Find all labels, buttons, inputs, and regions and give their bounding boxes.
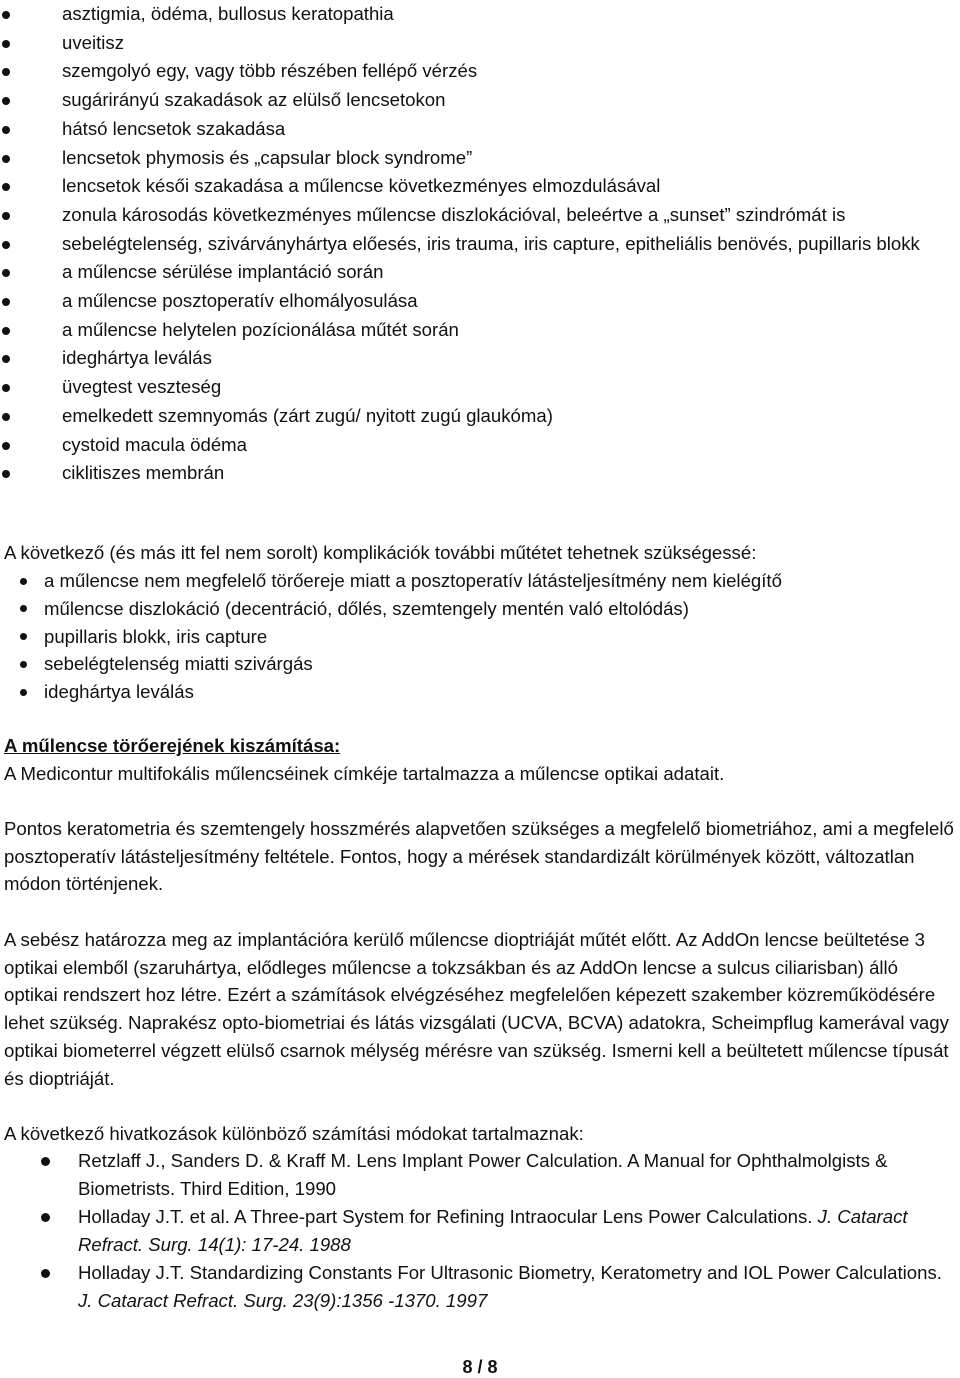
list-item: a műlencse nem megfelelő törőereje miatt a posztoperatív látásteljesítmény nem kielégítő (0, 567, 960, 595)
further-surgery-intro: A következő (és más itt fel nem sorolt) komplikációk további műtétet tehetnek szükségessé: (4, 542, 757, 563)
list-item: emelkedett szemnyomás (zárt zugú/ nyitott zugú glaukóma) (0, 402, 960, 431)
paragraph: A sebész határozza meg az implantációra kerülő műlencse dioptriáját műtét előtt. Az AddOn lencse beültetése 3 optikai elemből (szaruhártya, elődleges műlencse a tokzsákban és az AddOn lencse a sulcus ciliarisban) álló optikai rendszert hoz létre. Ezért a számítások elvégzéséhez megfelelően képezett szakember közreműködésére lehet szükség. Naprakész opto-biometriai és látás vizsgálati (UCVA, BCVA) adatokra, Scheimpflug kamerával vagy optikai biometerrel végzett elülső csarnok mélység mérésre van szükség. Ismerni kell a beültetett műlencse típusát és dioptriáját. (4, 929, 949, 1089)
list-item: üvegtest veszteség (0, 373, 960, 402)
list-item: pupillaris blokk, iris capture (0, 623, 960, 651)
list-item: szemgolyó egy, vagy több részében fellépő vérzés (0, 57, 960, 86)
list-item: ciklitiszes membrán (0, 459, 960, 488)
reference-item (0, 1259, 960, 1315)
paragraph: A Medicontur multifokális műlencséinek címkéje tartalmazza a műlencse optikai adatait. (4, 763, 725, 784)
reference-item (0, 1203, 960, 1259)
reference-text: Holladay J.T. Standardizing Constants For Ultrasonic Biometry, Keratometry and IOL Power Calculations. (78, 1262, 942, 1283)
list-item: uveitisz (0, 29, 960, 58)
reference-text: Retzlaff J., Sanders D. & Kraff M. Lens Implant Power Calculation. A Manual for Ophthalmolgists & Biometrists. Third Edition, 1990 (78, 1150, 888, 1199)
list-item: sebelégtelenség miatti szivárgás (0, 650, 960, 678)
list-item: ideghártya leválás (0, 678, 960, 706)
list-item: a műlencse posztoperatív elhomályosulása (0, 287, 960, 316)
list-item: zonula károsodás következményes műlencse diszlokációval, beleértve a „sunset” szindrómát is (0, 201, 960, 230)
reference-journal: J. Cataract Refract. Surg. 14(1): 17-24. 1988 (78, 1206, 908, 1255)
section-heading: A műlencse törőerejének kiszámítása: (4, 735, 341, 756)
list-item: ideghártya leválás (0, 344, 960, 373)
list-item: lencsetok késői szakadása a műlencse következményes elmozdulásával (0, 172, 960, 201)
list-item: hátsó lencsetok szakadása (0, 115, 960, 144)
list-item: sugárirányú szakadások az elülső lencsetokon (0, 86, 960, 115)
references-intro: A következő hivatkozások különböző számítási módokat tartalmaznak: (4, 1123, 584, 1144)
list-item: lencsetok phymosis és „capsular block syndrome” (0, 144, 960, 173)
list-item: asztigmia, ödéma, bullosus keratopathia (0, 0, 960, 29)
page-number: 8 / 8 (462, 1357, 498, 1377)
paragraph: Pontos keratometria és szemtengely hosszmérés alapvetően szükséges a megfelelő biometriához, ami a megfelelő posztoperatív látásteljesítmény feltétele. Fontos, hogy a mérések standardizált körülmények között, változatlan módon történjenek. (4, 818, 954, 895)
references-list (0, 1147, 960, 1315)
reference-journal: J. Cataract Refract. Surg. 23(9):1356 -1370. 1997 (78, 1290, 488, 1311)
list-item: sebelégtelenség, szivárványhártya előesés, iris trauma, iris capture, epitheliális benövés, pupillaris blokk (0, 230, 960, 259)
list-item: a műlencse helytelen pozícionálása műtét során (0, 316, 960, 345)
further-surgery-list (0, 567, 960, 706)
reference-item (0, 1147, 960, 1203)
complications-list (0, 0, 960, 488)
list-item: a műlencse sérülése implantáció során (0, 258, 960, 287)
reference-text: Holladay J.T. et al. A Three-part System for Refining Intraocular Lens Power Calculations. (78, 1206, 818, 1227)
list-item: cystoid macula ödéma (0, 431, 960, 460)
list-item: műlencse diszlokáció (decentráció, dőlés, szemtengely mentén való eltolódás) (0, 595, 960, 623)
